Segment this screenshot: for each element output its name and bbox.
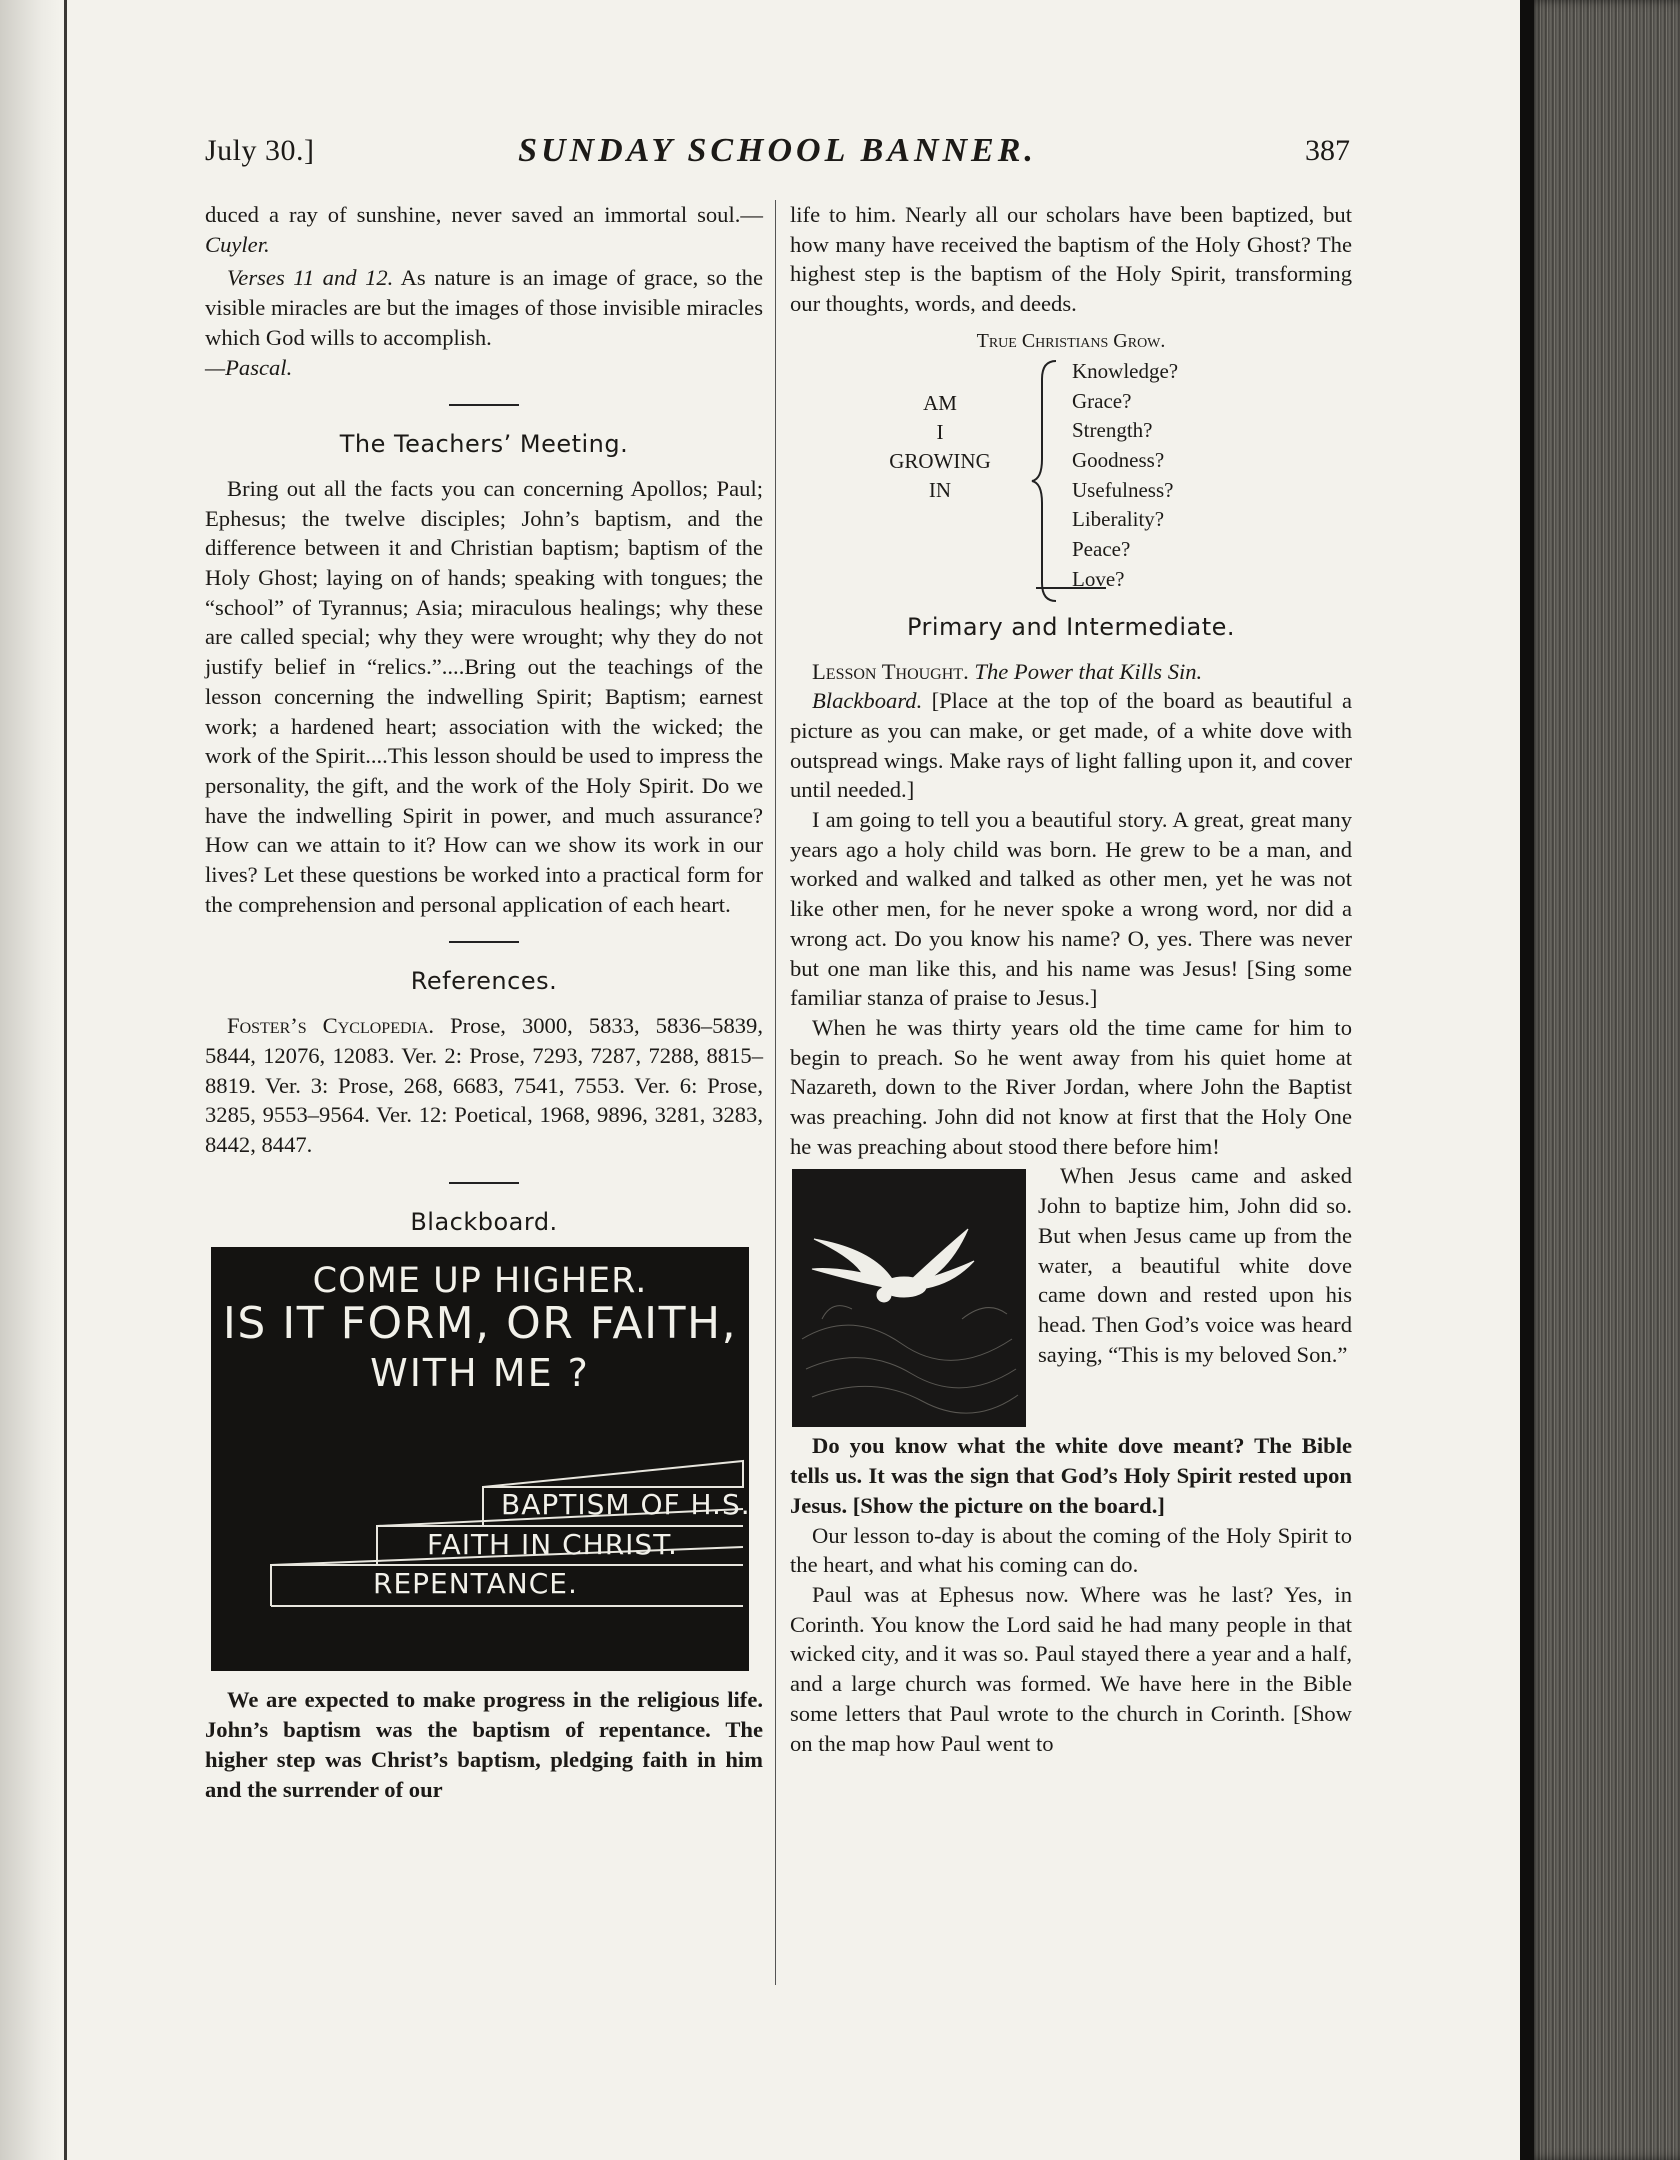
story-paragraph-5: Our lesson to-day is about the coming of the Holy Spirit to the heart, and what his coming can do.	[790, 1522, 1352, 1578]
story-paragraph-2: When he was thirty years old the time came for him to begin to preach. So he went away from his quiet home at Nazareth, down to the River Jordan, where John the Baptist was preaching. John did not know at first that the Holy One he was preaching about stood there before him!	[790, 1014, 1352, 1159]
blackboard-illustration	[211, 1247, 749, 1671]
section-rule	[449, 1182, 519, 1184]
lesson-thought-text: The Power that Kills Sin.	[974, 658, 1203, 684]
story-paragraph-4: Do you know what the white dove meant? The Bible tells us. It was the sign that God’s Holy Spirit rested upon Jesus. [Show the picture on the board.]	[790, 1433, 1352, 1518]
paragraph-cuyler: duced a ray of sunshine, never saved an immortal soul.—Cuyler.	[205, 202, 763, 257]
diagram-item: Peace?	[1072, 537, 1131, 562]
diagram-word: I	[936, 419, 944, 444]
heading-references: References.	[410, 967, 558, 996]
blackboard-instructions: Blackboard. [Place at the top of the board as beautiful a picture as you can make, or get made, of a white dove with outspread wings. Make rays of light falling upon it, and cover until needed.]	[790, 688, 1352, 803]
column-divider	[775, 200, 776, 1985]
references-source: Foster’s Cyclopedia.	[227, 1013, 435, 1039]
diagram-word: AM	[923, 390, 957, 415]
references-text: Foster’s Cyclopedia. Prose, 3000, 5833, 5836–5839, 5844, 12076, 12083. Ver. 2: Prose, 7293, 7287, 7288, 8815–8819. Ver. 3: Prose, 268, 6683, 7541, 7553. Ver. 6: Prose, 3285, 9553–9564. Ver. 12: Poetical, 1968, 9896, 3281, 3283, 8442, 8447.	[205, 1013, 763, 1157]
step-repentance: REPENTANCE.	[373, 1567, 578, 1601]
heading-blackboard: Blackboard.	[410, 1207, 558, 1236]
diagram-item: Love?	[1072, 566, 1125, 591]
verses-label: Verses 11 and 12.	[227, 265, 394, 291]
story-paragraph-6: Paul was at Ephesus now. Where was he last? Yes, in Corinth. You know the Lord said he had many people in that wicked city, and it was so. Paul stayed there a year and a half, and a large church was formed. We have here in the Bible some letters that Paul wrote to the church in Corinth. [Show on the map how Paul went to	[790, 1581, 1352, 1756]
section-rule	[449, 404, 519, 406]
right-column	[790, 200, 1352, 1758]
binding-gutter	[0, 0, 60, 2160]
diagram-word: GROWING	[889, 448, 991, 473]
section-rule	[449, 941, 519, 943]
running-header	[205, 130, 1350, 180]
diagram-caption: True Christians Grow.	[976, 329, 1166, 352]
diagram-item: Grace?	[1072, 388, 1132, 413]
page-edges	[1520, 0, 1680, 2160]
blackboard-line-3: WITH ME ?	[370, 1351, 590, 1396]
story-paragraph-3: When Jesus came and asked John to baptize him, John did so. But when Jesus came up from the water, a beautiful white dove came down and rested upon his head. Then God’s voice was heard saying, “This is my beloved Son.”	[1038, 1163, 1352, 1367]
diagram-word: IN	[928, 477, 952, 502]
paragraph-continued: life to him. Nearly all our scholars have been baptized, but how many have received the baptism of the Holy Ghost? The highest step is the baptism of the Holy Spirit, transforming our thoughts, words, and deeds.	[790, 202, 1352, 317]
paragraph-pascal: Verses 11 and 12. As nature is an image of grace, so the visible miracles are but the images of those invisible miracles which God wills to accomplish. —Pascal.	[205, 265, 763, 380]
closing-paragraph: We are expected to make progress in the religious life. John’s baptism was the baptism of repentance. The higher step was Christ’s baptism, pledging faith in him and the surrender of our	[205, 1687, 763, 1802]
left-column	[205, 200, 763, 1804]
lesson-thought	[790, 657, 1352, 687]
diagram-items	[1072, 357, 1178, 595]
page-edge-shadow	[1520, 0, 1534, 2160]
growth-diagram	[790, 327, 1352, 591]
diagram-item: Liberality?	[1072, 507, 1165, 532]
heading-teachers-meeting: The Teachers’ Meeting.	[339, 430, 629, 459]
story-paragraph-1: I am going to tell you a beautiful story. A great, great many years ago a holy child was born. He grew to be a man, and worked and walked and talked as other men, yet he was not like other men, for he never spoke a wrong word, nor did a wrong act. Do you know his name? O, yes. There was never but one man like this, and his name was Jesus! [Sing some familiar stanza of praise to Jesus.]	[790, 807, 1352, 1011]
blackboard-line-1: COME UP HIGHER.	[312, 1261, 648, 1302]
teachers-meeting-text: Bring out all the facts you can concerning Apollos; Paul; Ephesus; the twelve disciples; John’s baptism, and the difference between it and Christian baptism; baptism of the Holy Ghost; laying on of hands; speaking with tongues; the “school” of Tyrannus; Asia; miraculous healings; why these are called special; why they were wrought; why they do not justify belief in “relics.”....Bring out the teachings of the lesson concerning the indwelling Spirit; Baptism; earnest work; a hardened heart; association with the wicked; the work of the Spirit....This lesson should be used to impress the personality, the gift, and the work of the Holy Spirit. Do we have the indwelling Spirit in power, and much assurance? How can we attain to it? How can we show its work in our lives? Let these questions be worked into a practical form for the comprehension and personal application of each heart.	[205, 475, 763, 917]
author-cuyler: Cuyler.	[205, 231, 270, 257]
dove-illustration	[792, 1169, 1026, 1427]
page-number: 387	[1305, 134, 1350, 167]
header-date: July 30.]	[205, 134, 315, 167]
blackboard-label: Blackboard.	[812, 688, 923, 714]
curly-brace-icon	[1030, 359, 1060, 603]
author-pascal: —Pascal.	[205, 354, 293, 380]
lesson-thought-label: Lesson Thought.	[812, 658, 969, 684]
diagram-item: Knowledge?	[1072, 358, 1179, 383]
diagram-item: Strength?	[1072, 418, 1153, 443]
step-faith: FAITH IN CHRIST.	[427, 1528, 678, 1562]
gutter-line	[64, 0, 67, 2160]
blackboard-line-2: IS IT FORM, OR FAITH,	[222, 1298, 738, 1350]
dove-icon	[792, 1169, 1026, 1427]
heading-primary-intermediate: Primary and Intermediate.	[906, 612, 1236, 641]
diagram-left-text	[875, 389, 1005, 505]
diagram-item: Goodness?	[1072, 447, 1165, 472]
header-title: SUNDAY SCHOOL BANNER.	[518, 132, 1037, 169]
step-baptism: BAPTISM OF H.S.	[501, 1488, 751, 1522]
diagram-item: Usefulness?	[1072, 477, 1174, 502]
